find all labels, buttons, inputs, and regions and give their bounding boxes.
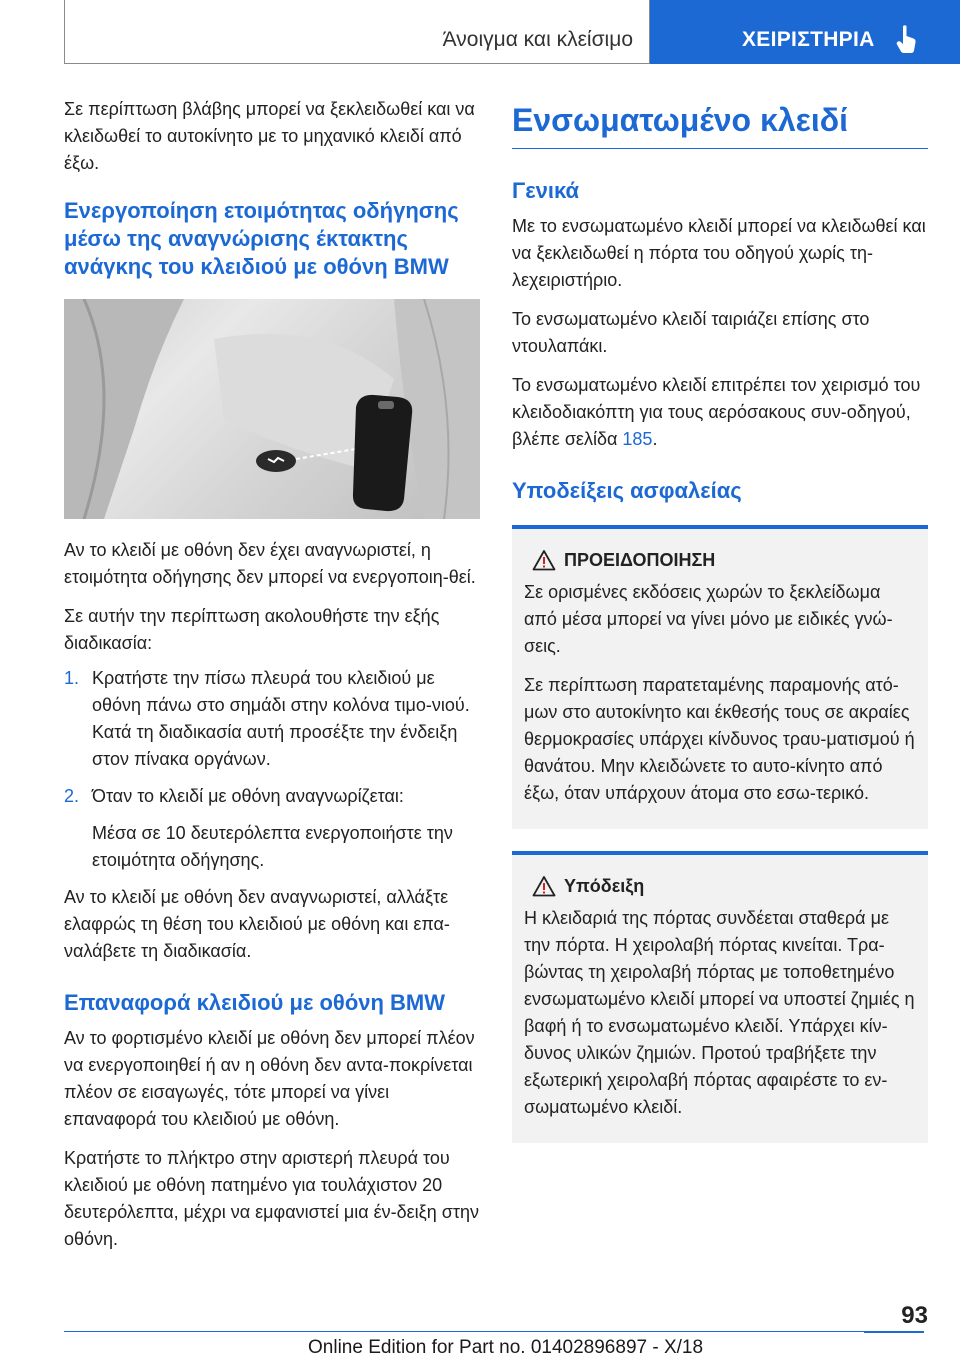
heading-general: Γενικά	[512, 178, 580, 203]
heading-emergency-detection: Ενεργοποίηση ετοιμότητας οδήγησης μέσω της αναγνώρισης έκτακτης ανάγκης του κλειδιού με οθόνη BMW	[64, 198, 459, 279]
step-text: Όταν το κλειδί με οθόνη αναγνωρίζεται:	[92, 786, 404, 806]
warning-title: ΠΡΟΕΙΔΟΠΟΙΗΣΗ	[564, 550, 716, 570]
edition-footer: Online Edition for Part no. 01402896897 - X/18	[308, 1337, 704, 1358]
warning-box	[512, 525, 928, 829]
heading-reset-key: Επαναφορά κλειδιού με οθόνη BMW	[64, 990, 446, 1015]
hand-pointer-icon	[896, 24, 918, 54]
header-section-box	[64, 0, 650, 64]
paragraph-reset-info: Αν το φορτισμένο κλειδί με οθόνη δεν μπορεί πλέον να ενεργοποιηθεί ή αν η οθόνη δεν αντα‐ποκρίνεται πλέον σε εισαγωγές, τότε μπορεί να γίνει επαναφορά του κλειδιού με οθόνη.	[64, 1028, 475, 1129]
paragraph-procedure: Σε αυτήν την περίπτωση ακολουθήστε την εξής διαδικασία:	[64, 606, 440, 653]
warning-triangle-icon	[532, 549, 556, 571]
paragraph-general-3-end: .	[652, 429, 658, 449]
footer-divider	[64, 1331, 864, 1332]
note-title: Υπόδειξη	[564, 876, 645, 896]
note-paragraph: Η κλειδαριά της πόρτας συνδέεται σταθερά με την πόρτα. Η χειρολαβή πόρτας κινείται. Τρα‐βώντας τη χειρολαβή πόρτας με τοποθετημένο ενσωματωμένο κλειδί μπορεί να υποστεί ζημιές η βαφή ή το ενσωματωμένο κλειδί. Υπάρχει κίν‐δυνος υλικών ζημιών. Προτού τραβήξετε την εξωτερική χειρολαβή πόρτας αφαιρέστε το εν‐σωματωμένο κλειδί.	[524, 908, 915, 1117]
page-link-185[interactable]: 185	[622, 429, 653, 449]
heading-integrated-key: Ενσωματωμένο κλειδί	[512, 100, 928, 149]
paragraph-general-2: Το ενσωματωμένο κλειδί ταιριάζει επίσης στο ντουλαπάκι.	[512, 309, 870, 356]
section-title: Άνοιγμα και κλείσιμο	[442, 28, 633, 51]
paragraph-retry: Αν το κλειδί με οθόνη δεν αναγνωριστεί, αλλάξτε ελαφρώς τη θέση του κλειδιού με οθόνη και επα‐ναλάβετε τη διαδικασία.	[64, 887, 450, 961]
heading-safety-notes: Υποδείξεις ασφαλείας	[512, 478, 742, 503]
paragraph-general-3-text: Το ενσωματωμένο κλειδί επιτρέπει τον χειρισμό του κλειδοδιακόπτη για τους αερόσακους συν‐οδηγού, βλέπε σελίδα	[512, 375, 921, 449]
list-item	[64, 783, 480, 874]
steering-column-illustration	[64, 299, 480, 519]
list-item	[64, 665, 480, 773]
step-number: 2.	[64, 786, 80, 806]
step-number: 1.	[64, 668, 80, 688]
warning-paragraph-2: Σε περίπτωση παρατεταμένης παραμονής ατό‐μων στο αυτοκίνητο και έκθεσής τους σε ακραίες θερμοκρασίες υπάρχει κίνδυνος τραυ‐ματισμού ή θανάτου. Μην κλειδώνετε το αυτο‐κίνητο από έξω, όταν υπάρχουν άτομα στο εσω‐τερικό.	[524, 675, 915, 803]
right-column	[512, 100, 928, 1143]
left-column	[64, 96, 480, 1253]
paragraph-general-1: Με το ενσωματωμένο κλειδί μπορεί να κλειδωθεί και να ξεκλειδωθεί η πόρτα του οδηγού χωρίς τη‐λεχειριστήριο.	[512, 216, 926, 290]
steering-column-key-photo	[64, 299, 480, 519]
chapter-tab-label: ΧΕΙΡΙΣΤΗΡΙΑ	[742, 28, 875, 51]
intro-paragraph: Σε περίπτωση βλάβης μπορεί να ξεκλειδωθεί και να κλειδωθεί το αυτοκίνητο με το μηχανικό κλειδί από έξω.	[64, 99, 475, 173]
paragraph-reset-procedure: Κρατήστε το πλήκτρο στην αριστερή πλευρά του κλειδιού με οθόνη πατημένο για τουλάχιστον 20 δευτερόλεπτα, μέχρι να εμφανιστεί μια έν‐δειξη στην οθόνη.	[64, 1148, 479, 1249]
page-number: 93	[901, 1302, 928, 1329]
procedure-steps	[64, 665, 480, 874]
note-title-row	[524, 873, 916, 899]
warning-title-row	[524, 547, 916, 573]
warning-paragraph-1: Σε ορισμένες εκδόσεις χωρών το ξεκλείδωμα από μέσα μπορεί να γίνει μόνο με ειδικές γνώ‐σεις.	[524, 582, 893, 656]
paragraph-not-detected: Αν το κλειδί με οθόνη δεν έχει αναγνωριστεί, η ετοιμότητα οδήγησης δεν μπορεί να ενεργοποιη‐θεί.	[64, 540, 476, 587]
note-box	[512, 851, 928, 1143]
footer-accent-bar	[864, 1331, 924, 1333]
notice-triangle-icon	[532, 875, 556, 897]
step-subtext: Μέσα σε 10 δευτερόλεπτα ενεργοποιήστε την ετοιμότητα οδήγησης.	[92, 823, 453, 870]
step-text: Κρατήστε την πίσω πλευρά του κλειδιού με οθόνη πάνω στο σημάδι στην κολόνα τιμο‐νιού. Κατά τη διαδικασία αυτή προσέξτε την ένδειξη στον πίνακα οργάνων.	[92, 668, 470, 769]
paragraph-general-3	[512, 372, 928, 453]
chapter-tab[interactable]	[650, 0, 960, 64]
